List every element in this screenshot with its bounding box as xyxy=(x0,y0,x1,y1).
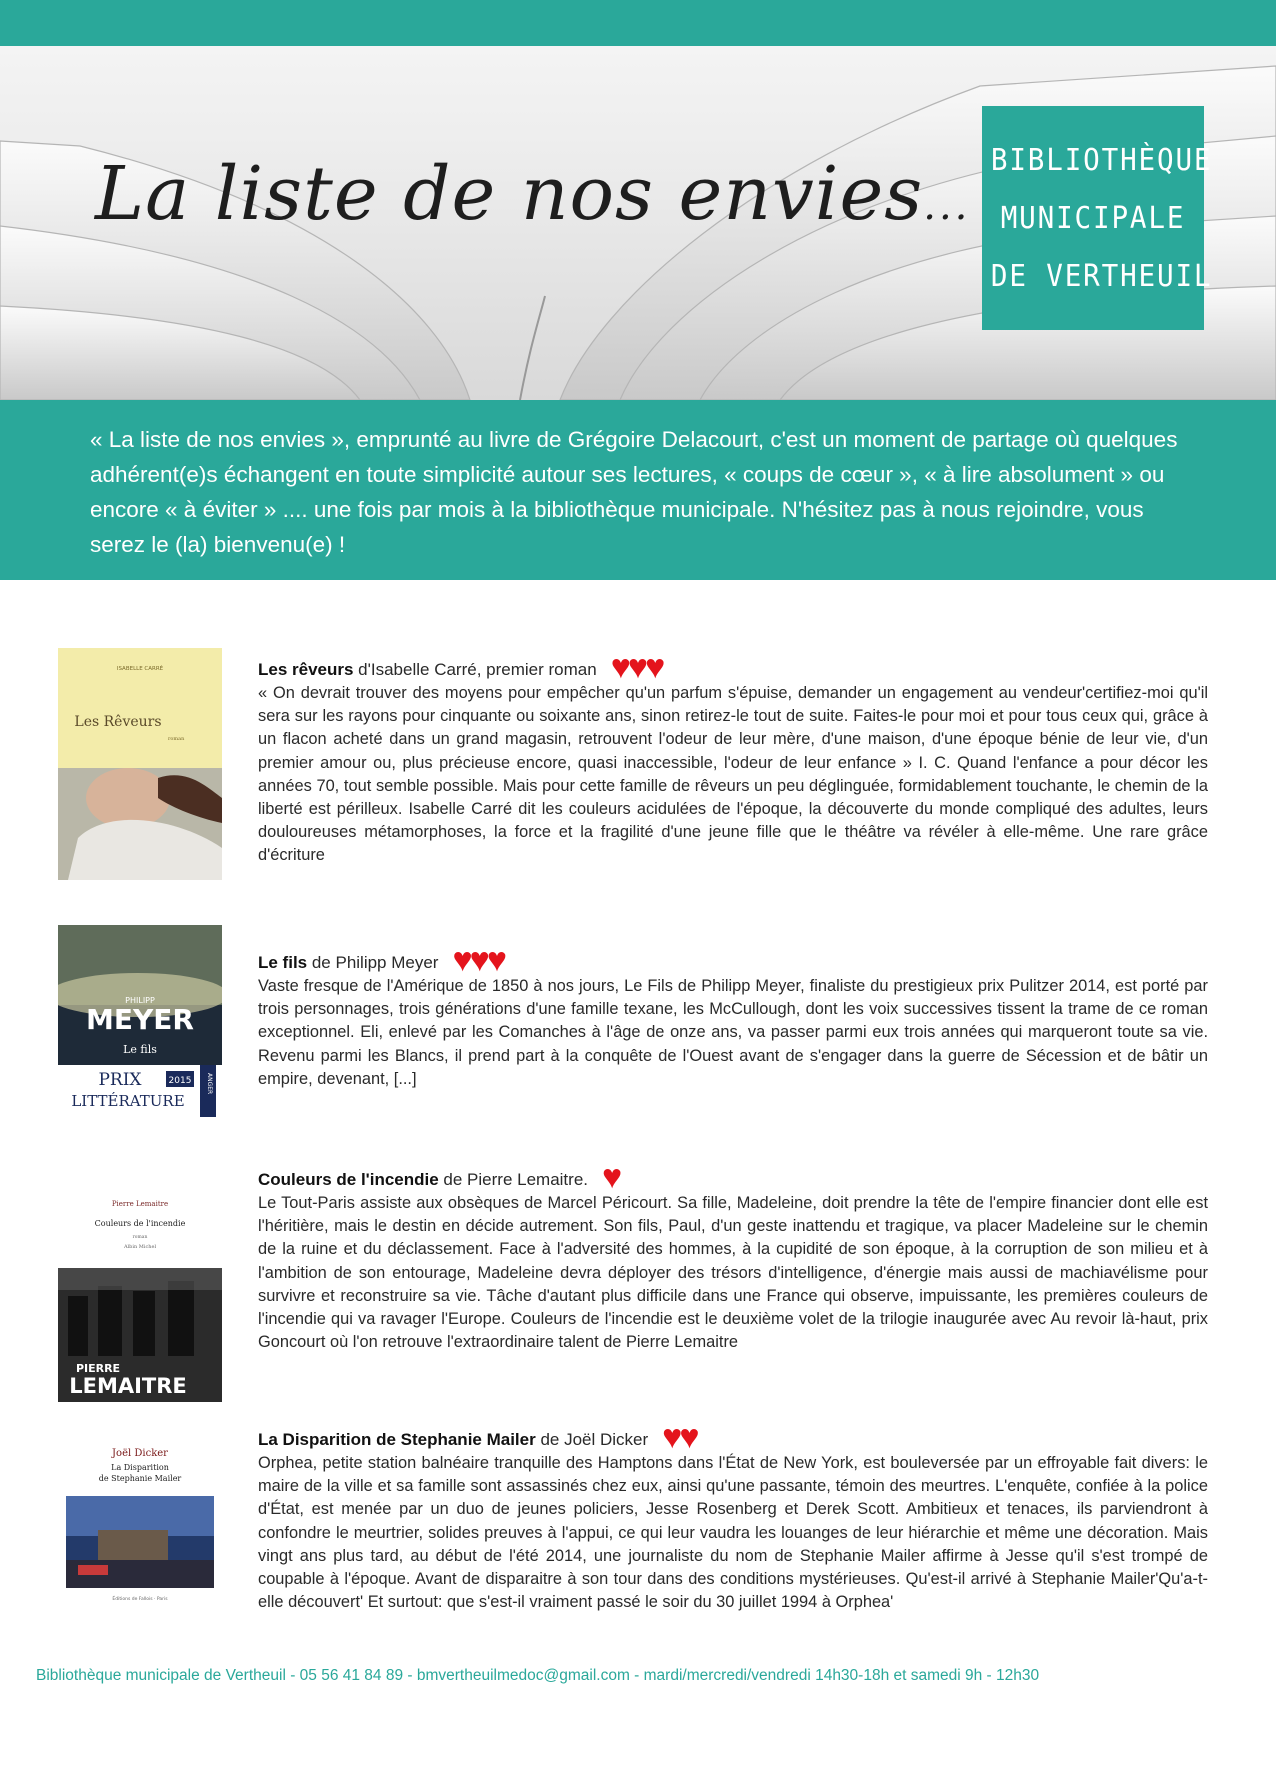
book-2-title: Le fils xyxy=(258,953,308,972)
book-2-byline: de Philipp Meyer xyxy=(307,953,439,972)
book-2-text xyxy=(258,941,1208,1091)
cover-3-sub: roman xyxy=(132,1235,148,1240)
cover-2-author: PHILIPP xyxy=(125,996,155,1005)
book-3-title: Couleurs de l'incendie xyxy=(258,1170,439,1189)
badge-line-3: DE VERTHEUIL xyxy=(990,259,1213,294)
book-2-headline xyxy=(258,941,1208,979)
intro-paragraph: « La liste de nos envies », emprunté au livre de Grégoire Delacourt, c'est un moment de partage où quelques adhérent(e)s échangent en toute simplicité autour ses lectures, « coups de cœur », « à lire absolument » ou encore « à éviter » .... une fois par mois à la bibliothèque municipale. N'hésitez pas à nous rejoindre, vous serez le (la) bienvenu(e) ! xyxy=(0,400,1276,580)
book-2-description: Vaste fresque de l'Amérique de 1850 à nos jours, Le Fils de Philipp Meyer, finaliste du prestigieux prix Pulitzer 2014, est porté par trois personnages, trois générations d'une famille texane, les McCullough, dont les voix successives tissent la trame de ce roman exceptionnel. Eli, enlevé par les Comanches à l'âge de onze ans, va passer parmi eux trois années qui marqueront toute sa vie. Revenu parmi les Blancs, il prend part à la conquête de l'Ouest avant de s'engager dans la guerre de Sécession et de bâtir un empire, devenant, [...] xyxy=(258,977,1208,1088)
cover-1-sub: roman xyxy=(168,736,185,742)
cover-2-prize-line2: LITTÉRATURE xyxy=(71,1092,185,1110)
book-cover-le-fils xyxy=(58,925,222,1117)
cover-1-author: ISABELLE CARRÉ xyxy=(116,666,164,672)
book-cover-la-disparition xyxy=(58,1430,222,1606)
book-3-rating-hearts-icon: ♥ xyxy=(602,1158,620,1196)
cover-2-name: MEYER xyxy=(86,1003,194,1036)
page-title-ellipsis: ... xyxy=(923,183,971,229)
cover-4-title-line1: La Disparition xyxy=(111,1463,169,1472)
cover-3-name1: PIERRE xyxy=(75,1362,121,1375)
book-4-text xyxy=(258,1418,1208,1614)
book-4-rating-hearts-icon: ♥♥ xyxy=(662,1418,697,1456)
cover-2-title: Le fils xyxy=(123,1043,157,1056)
book-3-headline xyxy=(258,1158,1208,1196)
book-1-title: Les rêveurs xyxy=(258,660,354,679)
book-4-headline xyxy=(258,1418,1208,1456)
book-entry-la-disparition-de-stephanie-mailer xyxy=(58,1418,1208,1612)
book-2-rating-hearts-icon: ♥♥♥ xyxy=(452,941,505,979)
book-4-byline: de Joël Dicker xyxy=(535,1430,649,1449)
book-entry-les-reveurs xyxy=(58,648,1208,880)
top-color-band xyxy=(0,0,1276,46)
book-1-headline xyxy=(258,648,1208,686)
cover-3-author: Pierre Lemaitre xyxy=(111,1200,169,1208)
cover-3-publisher: Albin Michel xyxy=(123,1244,157,1250)
book-4-description: Orphea, petite station balnéaire tranquille des Hamptons dans l'État de New York, est bouleversée par un effroyable fait divers: le maire de la ville et sa famille sont assassinés chez eux, ainsi qu'une passante, témoin des meurtres. L'enquête, confiée à la police d'État, est menée par un duo de jeunes policiers, Jesse Rosenberg et Derek Scott. Ambitieux et tenaces, ils parviendront à confondre le meurtrier, solides preuves à l'appui, ce qui leur vaudra les louanges de leur hiérarchie et même une décoration. Mais vingt ans plus tard, au début de l'été 2014, une journaliste du nom de Stephanie Mailer affirme à Jesse qu'il s'est trompé de coupable à l'époque. Avant de disparaitre à son tour dans des conditions mystérieuses. Qu'est-il arrivé à Stephanie Mailer'Qu'a-t-elle découvert' Et surtout: que s'est-il vraiment passé le soir du 30 juillet 1994 à Orphea' xyxy=(258,1454,1208,1612)
cover-2-side: ANGER xyxy=(206,1073,213,1095)
book-1-rating-hearts-icon: ♥♥♥ xyxy=(610,648,663,686)
book-1-byline: d'Isabelle Carré, premier roman xyxy=(353,660,597,679)
cover-3-name2: LEMAITRE xyxy=(69,1374,187,1398)
cover-4-publisher: Éditions de Fallois · Paris xyxy=(112,1597,168,1602)
cover-3-title: Couleurs de l'incendie xyxy=(94,1219,186,1228)
cover-4-title-line2: de Stephanie Mailer xyxy=(98,1474,182,1483)
cover-4-author: Joël Dicker xyxy=(112,1448,168,1459)
library-badge xyxy=(982,106,1213,330)
book-entry-couleurs-de-l-incendie xyxy=(58,1158,1208,1402)
book-cover-couleurs-de-l-incendie xyxy=(58,1176,222,1402)
cover-1-title: Les Rêveurs xyxy=(74,714,162,730)
cover-2-year: 2015 xyxy=(168,1076,192,1086)
page-title xyxy=(95,151,971,237)
badge-line-2: MUNICIPALE xyxy=(1000,201,1186,236)
book-entry-le-fils xyxy=(58,925,1208,1117)
header-banner xyxy=(0,46,1276,400)
cover-2-prize: PRIX xyxy=(98,1070,142,1090)
footer-contact-info: Bibliothèque municipale de Vertheuil - 05 56 41 84 89 - bmvertheuilmedoc@gmail.com - mardi/mercredi/vendredi 14h30-18h et samedi 9h - 12h30 xyxy=(36,1667,1040,1684)
book-1-text xyxy=(258,648,1208,868)
book-1-description: « On devrait trouver des moyens pour empêcher qu'un parfum s'épuise, demander un engagement au vendeur'certifiez-moi qu'il sera sur les rayons pour cinquante ou soixante ans, sinon retirez-le tout de suite. Faites-le pour moi et pour tous ceux qui, grâce à un flacon acheté dans un grand magasin, retrouvent l'odeur de leur mère, d'une maison, d'une époque bénie de leur vie, d'un premier amour ou, plus précieuse encore, quasi inaccessible, l'odeur de leur enfance » I. C. Quand l'enfance a pour décor les années 70, tout semble possible. Mais pour cette famille de rêveurs un peu déglinguée, formidablement touchante, le chemin de la liberté est périlleux. Isabelle Carré dit les couleurs acidulées de l'époque, la découverte du monde compliqué des adultes, leurs douloureuses métamorphoses, la force et la fragilité d'une jeune fille que le théâtre va révéler à elle-même. Une rare grâce d'écriture xyxy=(258,684,1208,865)
book-3-text xyxy=(258,1158,1208,1354)
book-3-description: Le Tout-Paris assiste aux obsèques de Marcel Péricourt. Sa fille, Madeleine, doit prendre la tête de l'empire financier dont elle est l'héritière, mais le destin en décide autrement. Son fils, Paul, d'un geste inattendu et tragique, va placer Madeleine sur le chemin de la ruine et du déclassement. Face à l'adversité des hommes, à la cupidité de son époque, à la corruption de son milieu et à l'ambition de son entourage, Madeleine devra déployer des trésors d'intelligence, d'énergie mais aussi de machiavélisme pour survivre et reconstruire sa vie. Tâche d'autant plus difficile dans une France qui observe, impuissante, les premières couleurs de l'incendie qui va ravager l'Europe. Couleurs de l'incendie est le deuxième volet de la trilogie inaugurée avec Au revoir là-haut, prix Goncourt où l'on retrouve l'extraordinaire talent de Pierre Lemaitre xyxy=(258,1194,1208,1352)
badge-line-1: BIBLIOTHÈQUE xyxy=(990,143,1213,178)
book-cover-les-reveurs xyxy=(58,648,222,880)
page-title-text: La liste de nos envies xyxy=(95,151,924,237)
book-4-title: La Disparition de Stephanie Mailer xyxy=(258,1430,536,1449)
book-3-byline: de Pierre Lemaitre. xyxy=(438,1170,588,1189)
